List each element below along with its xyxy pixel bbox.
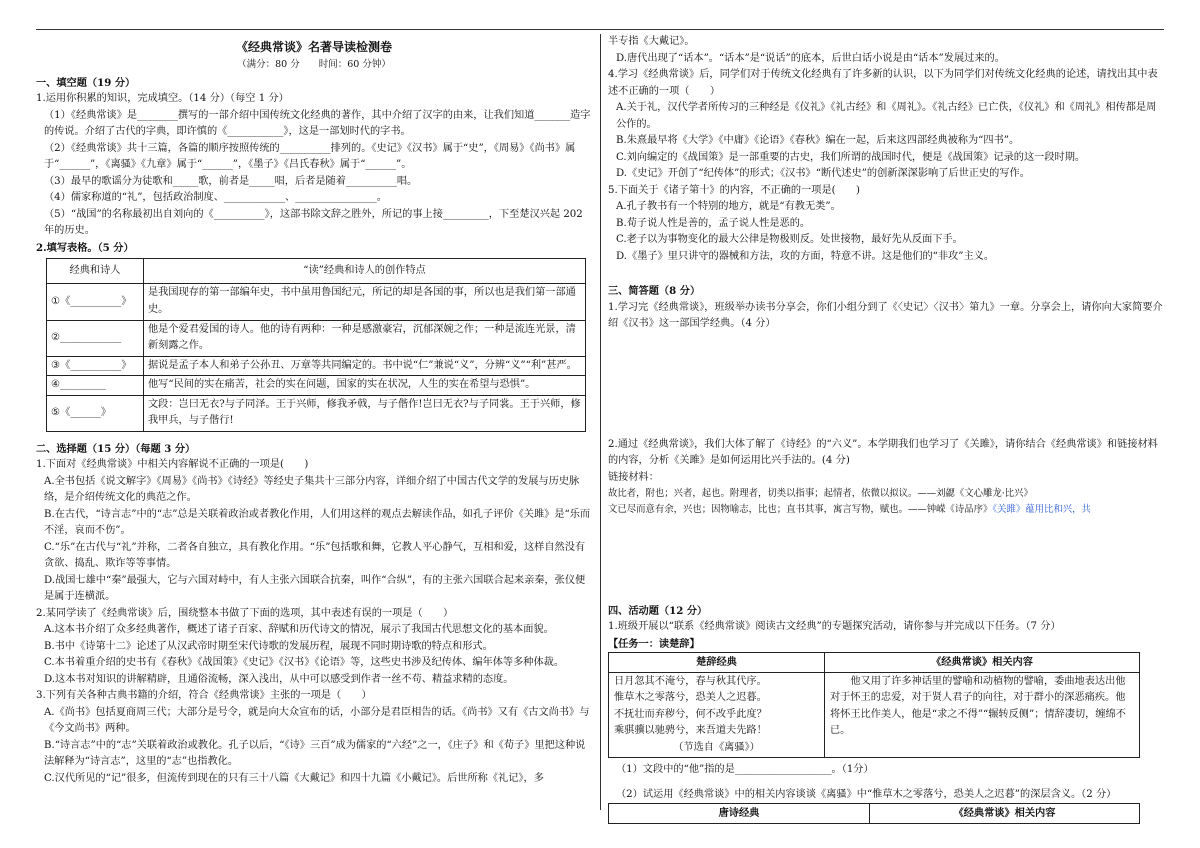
- question-text: 3.下列有关各种古典书籍的介绍，符合《经典常谈》主张的一项是（ ）: [36, 690, 372, 702]
- table-cell-answer: ⑤《______》: [47, 395, 144, 431]
- option: B.荀子说人性是善的，孟子说人性是恶的。: [616, 217, 811, 229]
- table-header: “读”经典和诗人的创作特点: [144, 259, 586, 284]
- question-text: 4.学习《经典常谈》后，同学们对于传统文化经典有了许多新的认识，以下为同学们对传统文化经典的论述，请找出其中表述不正确的一项（ ）: [608, 69, 1158, 97]
- table-header: 楚辞经典: [609, 653, 825, 673]
- option: C.本书着重介绍的史书有《春秋》《战国策》《史记》《汉书》《论语》等，这些史书涉及纪传体、编年体等多种体裁。: [44, 657, 565, 669]
- option: D.《史记》开创了“纪传体”的形式；《汉书》“断代述史”的创新深深影响了后世正史的写作。: [616, 168, 1030, 180]
- table-cell: 他又用了许多神话里的譬喻和动植物的譬喻，委曲地表达出他对于怀王的忠爱，对于贤人君子的向往，对于群小的深恶痛疾。他将怀王比作美人，他是“求之不得”“辗转反侧”；情辞凄切，缠绵不已。: [825, 672, 1140, 758]
- table-row: [47, 376, 586, 396]
- table-cell: 文段：岂曰无衣?与子同泽。王于兴师，修我矛戟，与子偕作!岂曰无衣?与子同裳。王于兴师，修我甲兵，与子偕行!: [144, 395, 586, 431]
- table-cell-answer: ④_________: [47, 376, 144, 396]
- sub-question: （1）文段中的“他”指的是___________________。（1分）: [616, 764, 874, 776]
- page-subtitle: （满分：80 分 时间：60 分钟）: [237, 59, 391, 71]
- link-material: [608, 502, 1164, 517]
- tang-poem-table: [608, 803, 1140, 824]
- option: D.《墨子》里只讲守的器械和方法，攻的方面，特意不讲。这是他们的“非攻”主义。: [616, 250, 995, 262]
- table-row: [47, 320, 586, 356]
- table-header: 《经典常谈》相关内容: [870, 804, 1140, 824]
- question-text: 2.通过《经典常谈》，我们大体了解了《诗经》的“六义”。本学期我们也学习了《关雎》，请你结合《经典常谈》和链接材料的内容，分析《关雎》是如何运用比兴手法的。(4 分): [608, 438, 1158, 467]
- table-header: 经典和诗人: [47, 259, 144, 284]
- section-short-answer-heading: 三、简答题（8 分）: [608, 285, 701, 298]
- question-text: 5.下面关于《诸子第十》的内容，不正确的一项是( ): [608, 184, 860, 196]
- section-activity-heading: 四、活动题（12 分）: [608, 604, 708, 617]
- table-header: 《经典常谈》相关内容: [825, 653, 1140, 673]
- fill-line: （5）“战国”的名称最初出自刘向的《__________》，这部书除文辞之胜外，所记的事上接_________，下至楚汉兴起 202 年的历史。: [44, 208, 583, 237]
- section-fill-in-heading: 一、填空题（19 分）: [36, 76, 136, 89]
- fill-line: （1）《经典常谈》是________撰写的一部介绍中国传统文化经典的著作，其中介绍了汉字的由来，让我们知道_______造字的传说。介绍了古代的字典，即许慎的《___________》，这是一部划时代的字书。: [44, 109, 591, 138]
- answer-space[interactable]: [608, 517, 1164, 601]
- sub-question: （2）试运用《经典常谈》中的相关内容谈谈《离骚》中“惟草木之零落兮，恐美人之迟暮”的深层含义。（2 分）: [616, 788, 1117, 800]
- poem-line: 不抚壮而弃秽兮，何不改乎此度？: [614, 708, 767, 720]
- option: A.这本书介绍了众多经典著作，概述了诸子百家、辞赋和历代诗文的情况，展示了我国古代思想文化的基本面貌。: [44, 624, 554, 636]
- option: B.书中《诗第十二》论述了从汉武帝时期至宋代诗歌的发展历程，展现不同时期诗歌的特点和形式。: [44, 640, 493, 652]
- link-label: 链接材料：: [608, 471, 659, 483]
- table-cell-answer: ②____________: [47, 320, 144, 356]
- page-title: 《经典常谈》名著导读检测卷: [235, 40, 392, 54]
- table-row: [609, 672, 1140, 758]
- table-cell: 他写“民间的实在痛苦，社会的实在问题，国家的实在状况，人生的实在希望与恐惧”。: [144, 376, 586, 396]
- right-column: [608, 34, 1164, 824]
- question-text: 1.学习完《经典常谈》，班级举办读书分享会，你们小组分到了《〈史记〉〈汉书〉第九》一章。分享会上，请你向大家简要介绍《汉书》这一部国学经典。（4 分）: [608, 301, 1163, 330]
- option: C.老子以为事物变化的最大公律是物极则反。处世接物，最好先从反面下手。: [616, 234, 963, 246]
- column-divider: [600, 34, 601, 810]
- link-material: 故比者，附也；兴者，起也。附理者，切类以指事；起情者，依微以拟议。——刘勰《文心雕龙·比兴》: [608, 488, 1033, 500]
- top-rule: [36, 29, 1164, 30]
- table-cell-answer: ①《__________》: [47, 284, 144, 320]
- answer-space[interactable]: [608, 333, 1164, 437]
- answer-text: 《关雎》蕴用比和兴，共: [992, 503, 1091, 515]
- fill-line: （4）儒家称道的“礼”，包括政治制度、____________、________________。: [44, 192, 387, 204]
- chuci-table: [608, 652, 1140, 758]
- table-cell: 是我国现存的第一部编年史，书中虽用鲁国纪元，所记的却是各国的事，所以也是我们第一部通史。: [144, 284, 586, 320]
- option: B.“诗言志”中的“志”关联着政治或教化。孔子以后，“《诗》三百”成为儒家的“六经”之一，《庄子》和《荀子》里把这种说法解释为“诗言志”，这里的“志”也指教化。: [44, 739, 586, 768]
- table-header: 唐诗经典: [609, 804, 870, 824]
- table-cell: [609, 672, 825, 758]
- table-row: [47, 356, 586, 376]
- left-column: [36, 34, 592, 787]
- question-text: 2.填写表格。（5 分）: [36, 241, 134, 254]
- question-text: 1.运用你积累的知识，完成填空。（14 分）（每空 1 分）: [36, 93, 289, 105]
- fill-line: （2）《经典常谈》共十三篇，各篇的顺序按照传统的__________排列的。《史记》《汉书》属于“史”，《周易》《尚书》属于“______”，《离骚》《九章》属于“______”，《墨子》《吕氏春秋》属于“______”。: [44, 142, 576, 171]
- question-text: 2.某同学读了《经典常谈》后，围绕整本书做了下面的选项，其中表述有误的一项是（ ）: [36, 607, 454, 619]
- section-choice-heading: 二、选择题（15 分）（每题 3 分）: [36, 442, 196, 455]
- option: C.“乐”在古代与“礼”并称，二者各自独立，具有教化作用。“乐”包括歌和舞，它教人平心静气，互相和爱，这样自然没有贪欲、捣乱、欺诈等等事情。: [44, 541, 586, 570]
- table-cell: 他是个爱君爱国的诗人。他的诗有两种：一种是感激豪宕，沉郁深婉之作；一种是流连光景，清新刻露之作。: [144, 320, 586, 356]
- poem-line: 惟草木之零落兮，恐美人之迟暮。: [614, 692, 767, 704]
- fill-line: （3）最早的歌谣分为徒歌和_____歌，前者是_____唱，后者是随着__________唱。: [44, 175, 418, 187]
- table-cell: 据说是孟子本人和弟子公孙丑、万章等共同编定的。书中说“仁”兼说“义”，分辨“义”“利”甚严。: [144, 356, 586, 376]
- table-row: [47, 395, 586, 431]
- poem-line: 乘骐骥以驰骋兮，来吾道夫先路！: [614, 725, 767, 737]
- option: C.刘向编定的《战国策》是一部重要的古史，我们所谓的战国时代，便是《战国策》记录的这一段时期。: [616, 151, 1086, 163]
- option: A.《尚书》包括夏商周三代；大部分是号令，就是向大众宣布的话，小部分是君臣相告的话。《尚书》又有《古文尚书》与《今文尚书》两种。: [44, 706, 590, 735]
- option: B.朱熹最早将《大学》《中庸》《论语》《春秋》编在一起，后来这四部经典被称为“四书”。: [616, 135, 1020, 147]
- poem-line: 日月忽其不淹兮，春与秋其代序。: [614, 675, 767, 687]
- option: D.战国七雄中“秦”最强大，它与六国对峙中，有人主张六国联合抗秦，叫作“合纵”，有的主张六国联合起来亲秦，张仪便是属于连横派。: [44, 574, 586, 603]
- table-row: [47, 284, 586, 320]
- option: D.唐代出现了“话本”。“话本”是“说话”的底本，后世白话小说是由“话本”发展过来的。: [616, 52, 1005, 64]
- option: B.在古代，“诗言志”中的“志”总是关联着政治或者教化作用，人们用这样的观点去解读作品，如孔子评价《关雎》是“乐而不淫，哀而不伤”。: [44, 508, 591, 537]
- link-material-text: 文已尽而意有余，兴也；因物喻志，比也；直书其事，寓言写物，赋也。——钟嵘《诗品序》: [608, 503, 993, 515]
- option-continued: 半专指《大戴记》。: [608, 36, 695, 47]
- option: C.汉代所见的“记”很多，但流传到现在的只有三十八篇《大戴记》和四十九篇《小戴记》。后世所称《礼记》，多: [44, 772, 544, 784]
- option: A.孔子教书有一个特别的地方，就是“有教无类”。: [616, 201, 841, 213]
- option: A.关于礼，汉代学者所传习的三种经是《仪礼》《礼古经》和《周礼》。《礼古经》已亡佚，《仪礼》和《周礼》相传都是周公作的。: [616, 102, 1157, 130]
- option: A.全书包括《说文解字》《周易》《尚书》《诗经》等经史子集共十三部分内容，详细介绍了中国古代文学的发展与历史脉络，是介绍传统文化的典范之作。: [44, 475, 580, 504]
- option: D.这本书对知识的讲解精辟，且通俗流畅，深入浅出，从中可以感受到作者一丝不苟、精益求精的态度。: [44, 673, 514, 685]
- task-label: 【任务一：读楚辞】: [608, 637, 700, 650]
- table-cell-answer: ③《__________》: [47, 356, 144, 376]
- poem-source: （节选自《离骚》）: [673, 741, 760, 753]
- question-text: 1.下面对《经典常谈》中相关内容解说不正确的一项是( ): [36, 459, 309, 471]
- question-text: 1.班级开展以“联系《经典常谈》阅读古文经典”的专题探究活动，请你参与并完成以下任务。（7 分）: [608, 621, 1061, 633]
- classics-table: [46, 258, 586, 431]
